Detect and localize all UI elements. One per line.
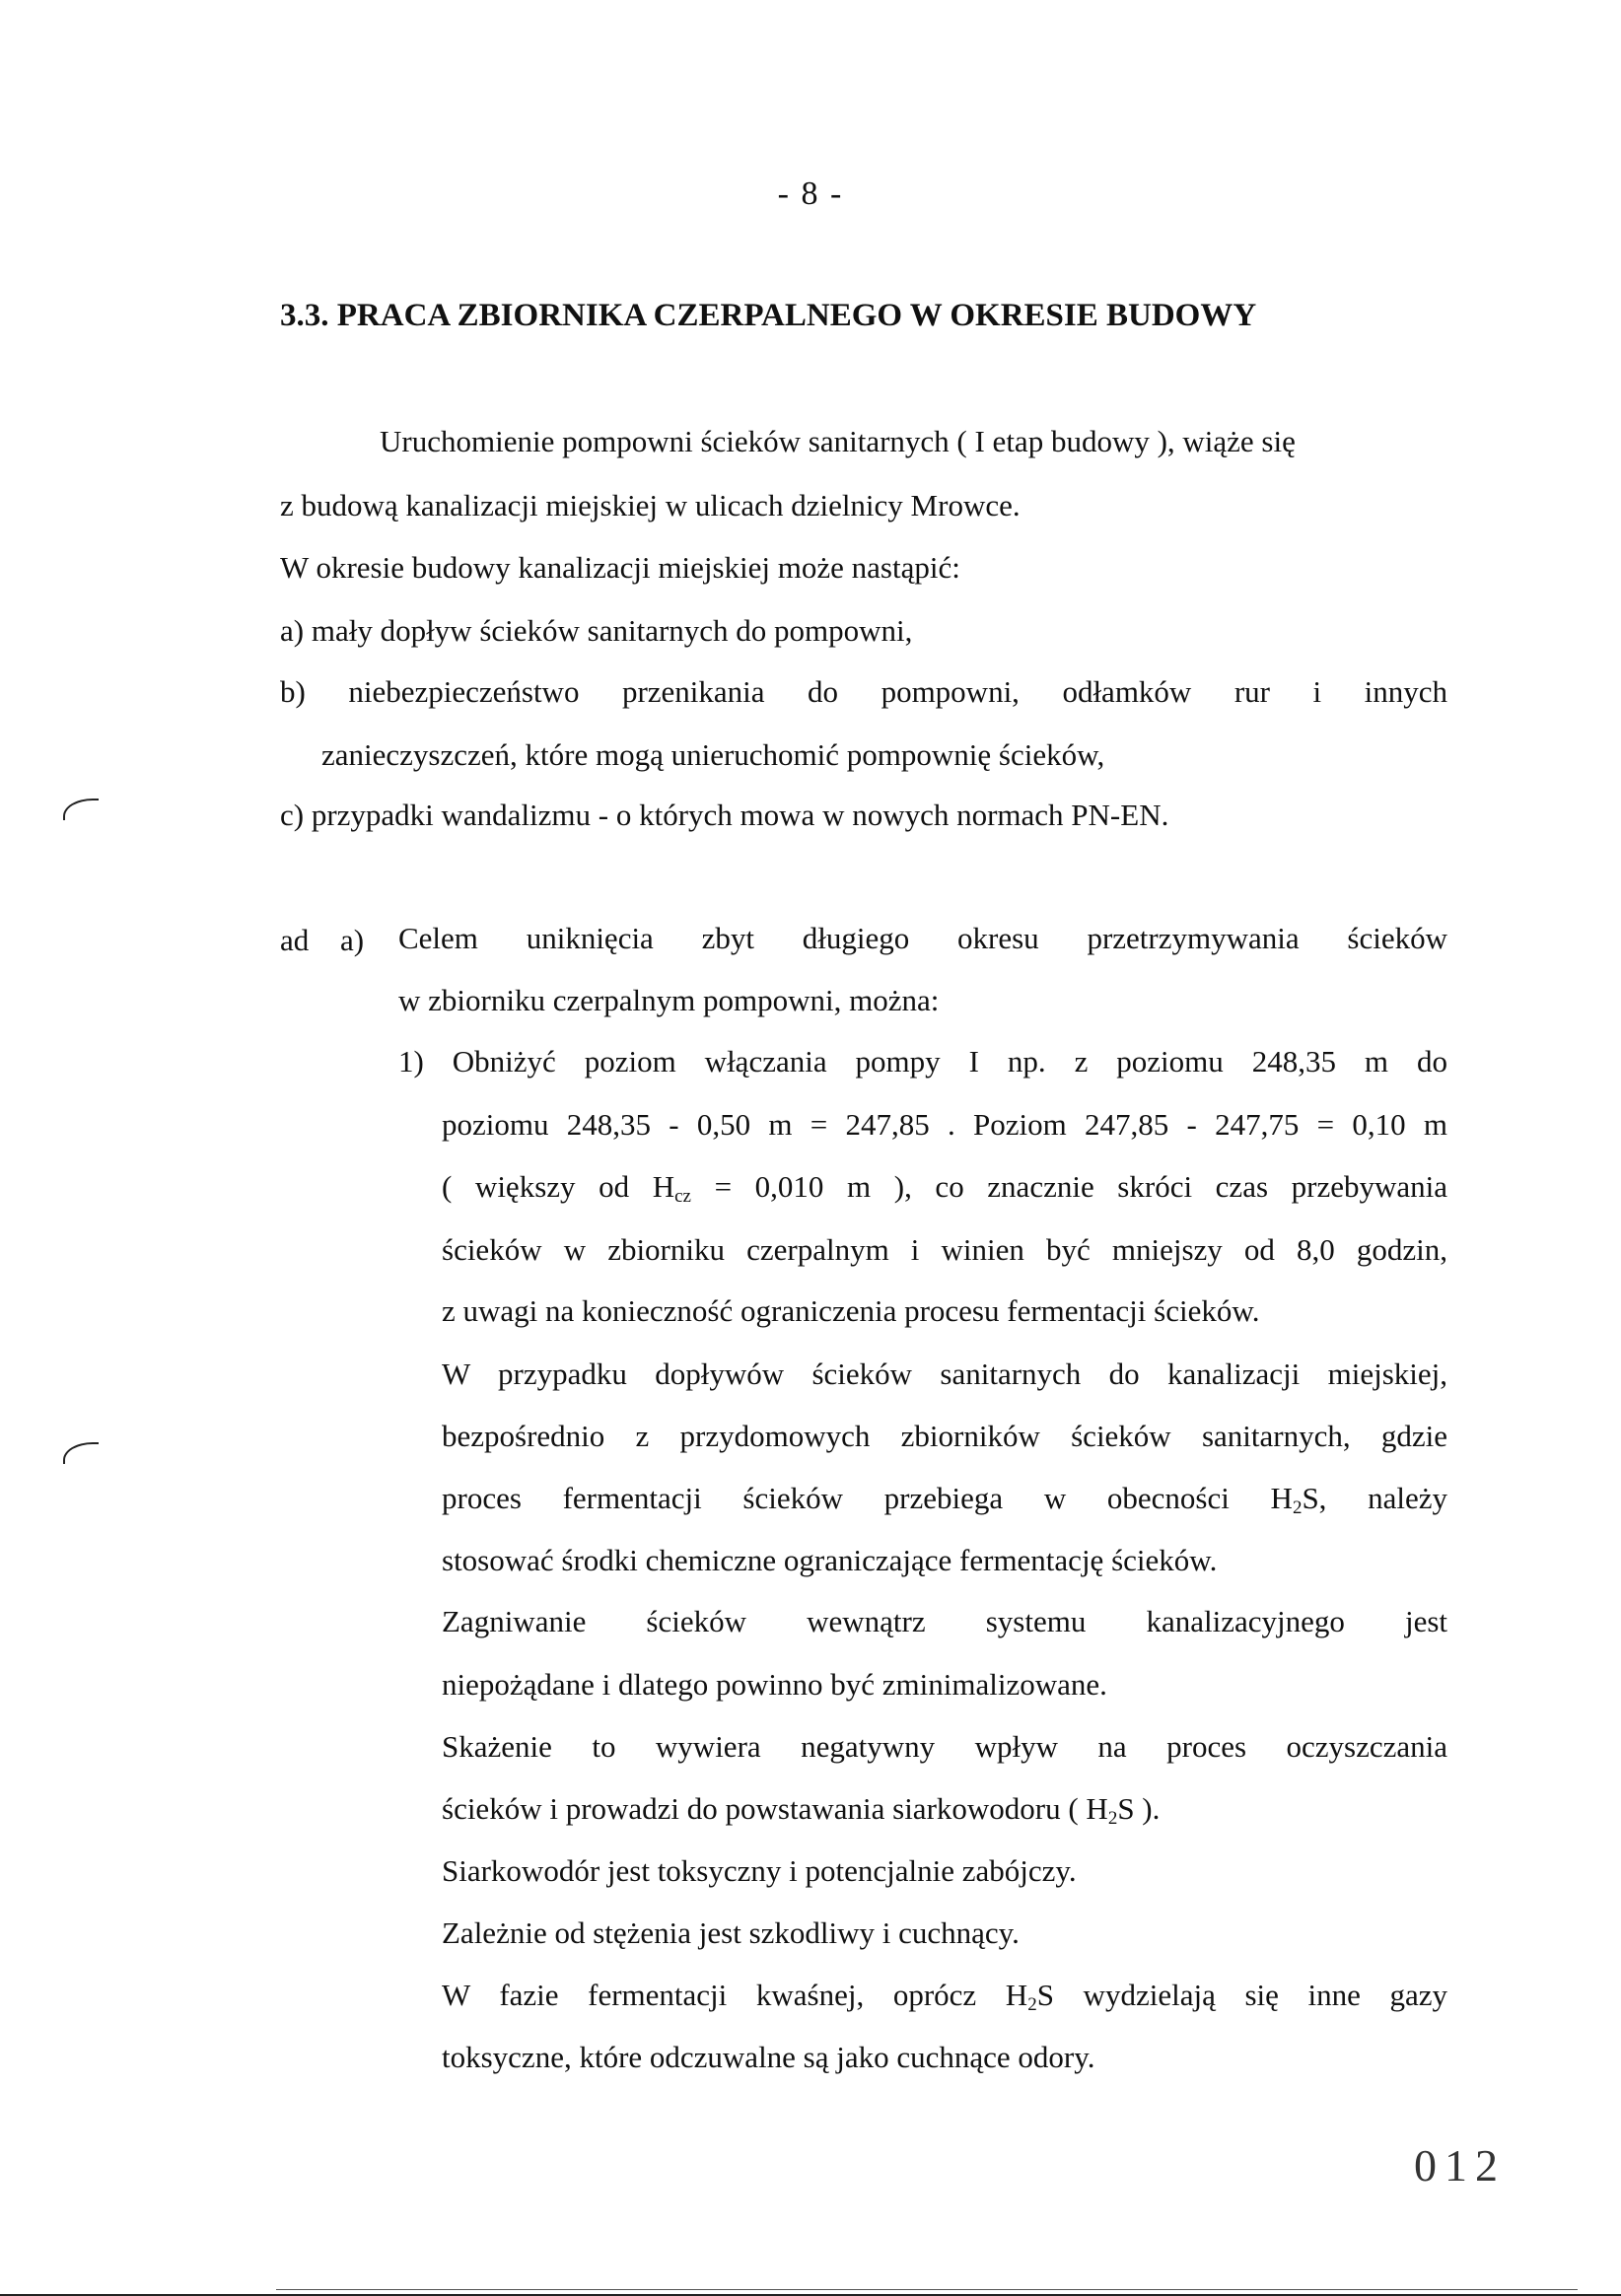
intro-line-1: Uruchomienie pompowni ścieków sanitarnych ( I etap budowy ), wiąże się	[380, 424, 1296, 458]
point-1-line-5: z uwagi na konieczność ograniczenia procesu fermentacji ścieków.	[442, 1293, 1260, 1328]
intro-line-2: z budową kanalizacji miejskiej w ulicach dzielnicy Mrowce.	[280, 488, 1021, 522]
section-heading: 3.3. PRACA ZBIORNIKA CZERPALNEGO W OKRESIE BUDOWY	[280, 298, 1257, 333]
point-1-line-4: ścieków w zbiorniku czerpalnym i winien być mniejszy od 8,0 godzin,	[442, 1232, 1447, 1267]
point-1-line-7: bezpośrednio z przydomowych zbiorników ścieków sanitarnych, gdzie	[442, 1419, 1447, 1453]
intro-line-3: W okresie budowy kanalizacji miejskiej może nastąpić:	[280, 550, 960, 585]
page-stamp-number: 012	[1414, 2140, 1506, 2191]
point-1-line-13: ścieków i prowadzi do powstawania siarkowodoru ( $H_2S$ ).	[442, 1791, 1161, 1829]
margin-mark	[63, 799, 99, 820]
point-1-line-16: W fazie fermentacji kwaśnej, oprócz $H_2S$ wydzielają się inne gazy	[442, 1978, 1447, 2015]
point-1-line-10: Zagniwanie ścieków wewnątrz systemu kanalizacyjnego jest	[442, 1604, 1447, 1638]
list-item-b-line-1: b) niebezpieczeństwo przenikania do pompowni, odłamków rur i innych	[280, 674, 1447, 709]
ad-item-label: a)	[340, 923, 365, 957]
page-number: - 8 -	[777, 175, 844, 212]
list-item-b-line-2: zanieczyszczeń, które mogą unieruchomić pompownię ścieków,	[321, 737, 1105, 772]
point-1-line-12: Skażenie to wywiera negatywny wpływ na proces oczyszczania	[442, 1729, 1447, 1764]
point-1-line-15: Zależnie od stężenia jest szkodliwy i cuchnący.	[442, 1915, 1020, 1950]
ad-label: ad	[280, 923, 310, 957]
point-1-line-11: niepożądane i dlatego powinno być zminimalizowane.	[442, 1667, 1107, 1702]
point-1-line-6: W przypadku dopływów ścieków sanitarnych do kanalizacji miejskiej,	[442, 1357, 1447, 1391]
list-item-c: c) przypadki wandalizmu - o których mowa w nowych normach PN-EN.	[280, 798, 1169, 832]
ad-a-line-2: w zbiorniku czerpalnym pompowni, można:	[398, 983, 940, 1017]
scan-edge-line	[276, 2289, 1578, 2290]
point-1-line-9: stosować środki chemiczne ograniczające fermentację ścieków.	[442, 1543, 1218, 1577]
point-1-line-2: poziomu 248,35 - 0,50 m = 247,85 . Poziom 247,85 - 247,75 = 0,10 m	[442, 1107, 1447, 1142]
point-1-line-3: ( większy od $H_{cz} = 0,010$ m ), co znacznie skróci czas przebywania	[442, 1169, 1447, 1207]
point-1-line-1: 1) Obniżyć poziom włączania pompy I np. z poziomu 248,35 m do	[398, 1044, 1447, 1078]
list-item-a: a) mały dopływ ścieków sanitarnych do pompowni,	[280, 613, 913, 648]
margin-mark	[63, 1442, 99, 1464]
ad-a-line-1: Celem uniknięcia zbyt długiego okresu przetrzymywania ścieków	[398, 921, 1447, 955]
point-1-line-17: toksyczne, które odczuwalne są jako cuchnące odory.	[442, 2040, 1095, 2074]
point-1-line-8: proces fermentacji ścieków przebiega w obecności $H_2S$, należy	[442, 1481, 1448, 1518]
point-1-line-14: Siarkowodór jest toksyczny i potencjalnie zabójczy.	[442, 1853, 1077, 1888]
